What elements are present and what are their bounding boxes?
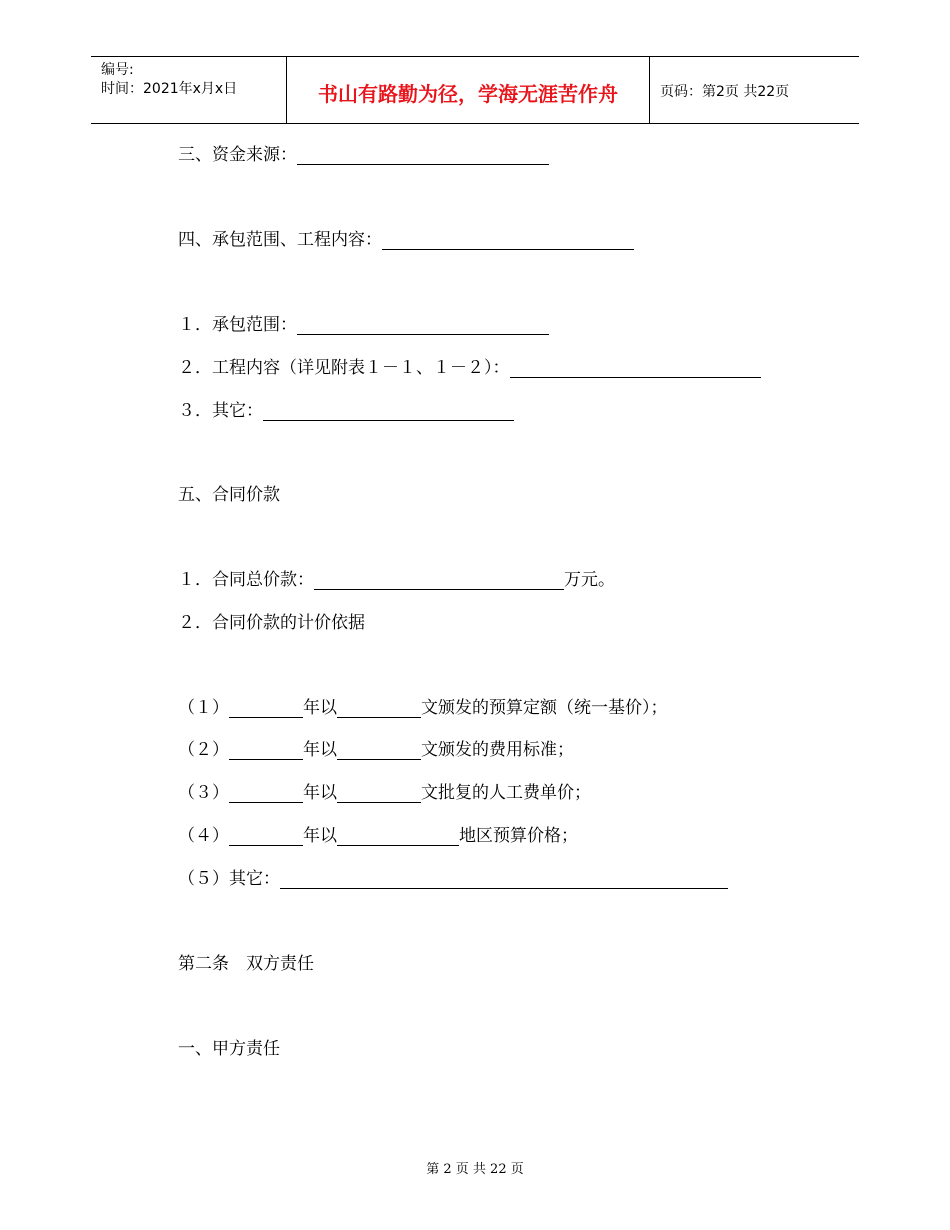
scope-title-blank[interactable] (382, 232, 634, 250)
scope-title-line (178, 230, 634, 250)
basis-item-5 (178, 869, 728, 889)
basis-item-4-year-label: 年以 (303, 826, 337, 846)
scope-item-3-blank[interactable] (263, 403, 514, 421)
funding-source-label: 三、资金来源： (178, 145, 297, 165)
basis-item-4-number: （４） (178, 826, 229, 846)
basis-item-3-text: 文批复的人工费单价； (421, 783, 591, 803)
price-item-1 (178, 570, 615, 590)
funding-source-blank[interactable] (297, 147, 549, 165)
basis-item-3-year-blank[interactable] (229, 785, 303, 803)
basis-item-4-region-blank[interactable] (337, 828, 459, 846)
header-motto: 书山有路勤为径，学海无涯苦作舟 (318, 82, 618, 106)
basis-item-1-number: （１） (178, 698, 229, 718)
basis-item-1-doc-blank[interactable] (337, 700, 421, 718)
scope-item-1-blank[interactable] (297, 317, 549, 335)
basis-item-2-doc-blank[interactable] (337, 742, 421, 760)
basis-item-2-number: （２） (178, 740, 229, 760)
scope-item-2-blank[interactable] (510, 360, 761, 378)
basis-item-3-doc-blank[interactable] (337, 785, 421, 803)
scope-item-3 (178, 401, 514, 421)
funding-source-line (178, 145, 549, 165)
scope-item-3-label: ３．其它： (178, 401, 263, 421)
basis-item-1-year-label: 年以 (303, 698, 337, 718)
header-page-info: 页码：第2页 共22页 (660, 84, 790, 100)
basis-item-4 (178, 826, 578, 846)
party-a-heading: 一、甲方责任 (178, 1039, 280, 1059)
price-item-2: ２．合同价款的计价依据 (178, 613, 365, 633)
price-item-1-label: １．合同总价款： (178, 570, 314, 590)
basis-item-3 (178, 783, 591, 803)
basis-item-4-text: 地区预算价格； (459, 826, 578, 846)
header-meta-cell (91, 57, 287, 123)
basis-item-2-year-blank[interactable] (229, 742, 303, 760)
basis-item-5-blank[interactable] (280, 871, 728, 889)
article-2-heading: 第二条 双方责任 (178, 954, 314, 974)
scope-item-1-label: １．承包范围： (178, 315, 297, 335)
basis-item-2-year-label: 年以 (303, 740, 337, 760)
total-price-blank[interactable] (314, 572, 564, 590)
basis-item-2-text: 文颁发的费用标准； (421, 740, 574, 760)
price-title: 五、合同价款 (178, 485, 280, 505)
basis-item-4-year-blank[interactable] (229, 828, 303, 846)
page-footer: 第 2 页 共 22 页 (426, 1162, 524, 1177)
basis-item-3-year-label: 年以 (303, 783, 337, 803)
scope-item-2-label: ２．工程内容（详见附表１－１、１－２）： (178, 358, 510, 378)
scope-item-1 (178, 315, 549, 335)
document-header (91, 56, 859, 124)
basis-item-5-label: （５）其它： (178, 869, 280, 889)
basis-item-1-year-blank[interactable] (229, 700, 303, 718)
header-motto-cell (287, 57, 650, 123)
header-page-cell (650, 57, 859, 123)
basis-item-3-number: （３） (178, 783, 229, 803)
price-unit: 万元。 (564, 570, 615, 590)
basis-item-1-text: 文颁发的预算定额（统一基价）； (421, 698, 668, 718)
scope-title-label: 四、承包范围、工程内容： (178, 230, 382, 250)
document-time: 时间：2021年x月x日 (101, 81, 238, 97)
basis-item-2 (178, 740, 574, 760)
document-number-label: 编号: (101, 62, 134, 78)
basis-item-1 (178, 698, 668, 718)
scope-item-2 (178, 358, 761, 378)
